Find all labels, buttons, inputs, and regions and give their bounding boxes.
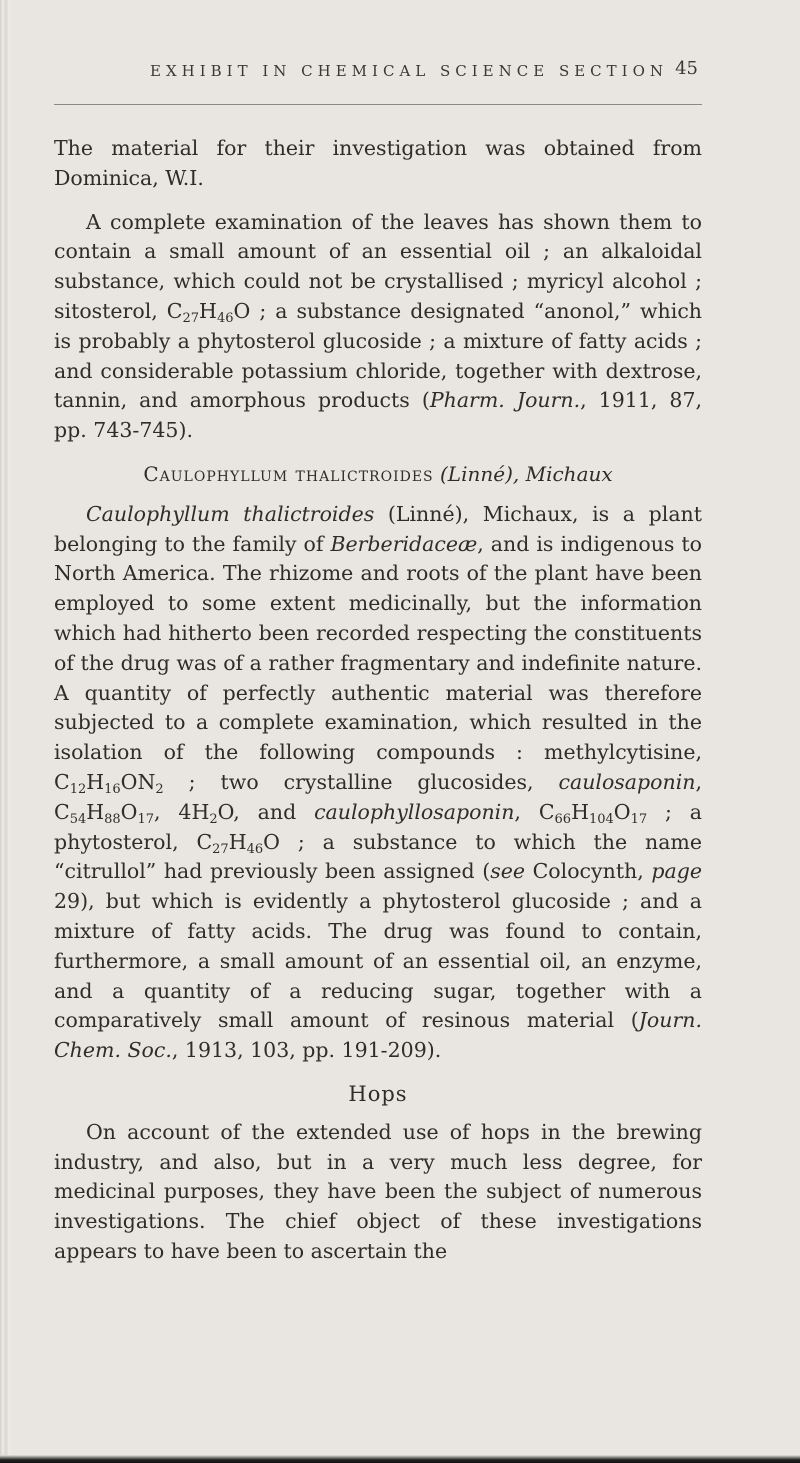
section-title-hops: Hops [348, 1081, 408, 1106]
page-body [54, 134, 702, 1281]
section-title-caulophyllum: Caulophyllum thalictroides (Linné), Michaux [143, 461, 613, 486]
paragraph-hops: On account of the extended use of hops in the brewing industry, and also, but in a very much less degree, for medicinal purposes, they have been the subject of numerous investigations. The chief object of these investigations appears to have been to ascertain the [54, 1119, 702, 1263]
page-bottom-edge [0, 1455, 800, 1463]
book-gutter [0, 0, 10, 1463]
header-rule [54, 104, 702, 105]
paragraph-caulophyllum: Caulophyllum thalictroides (Linné), Michaux, is a plant belonging to the family of Berberidaceæ, and is indigenous to North America. The rhizome and roots of the plant have been employed to some extent medicinally, but the information which had hitherto been recorded respecting the constituents of the drug was of a rather fragmentary and indefinite nature. A quantity of perfectly authentic material was therefore subjected to a complete examination, which resulted in the isolation of the following compounds : methylcytisine, $C_{12}H_{16}ON_2$ ; two crystalline glucosides, caulosaponin, $C_{54}H_{88}O_{17}$, $4H_2O$, and caulophyllosaponin, $C_{66}H_{104}O_{17}$ ; a phytosterol, $C_{27}H_{46}O$ ; a substance to which the name “citrullol” had previously been assigned (see Colocynth, page 29), but which is evidently a phytosterol glucoside ; and a mixture of fatty acids. The drug was found to contain, furthermore, a small amount of an essential oil, an enzyme, and a quantity of a reducing sugar, together with a comparatively small amount of resinous material (Journ. Chem. Soc., 1913, 103, pp. 191-209). [54, 501, 703, 1063]
paragraph-leaves-examination: A complete examination of the leaves has shown them to contain a small amount of an essential oil ; an alkaloidal substance, which could not be crystallised ; myricyl alcohol ; sitosterol, $C_{27}H_{46}O$ ; a substance designated “anonol,” which is probably a phytosterol glucoside ; a mixture of fatty acids ; and considerable potassium chloride, together with dextrose, tannin, and amorphous products (Pharm. Journ., 1911, 87, pp. 743-745). [54, 209, 703, 443]
running-head: EXHIBIT IN CHEMICAL SCIENCE SECTION [150, 62, 669, 80]
paragraph-dominica: The material for their investigation was obtained from Dominica, W.I. [54, 136, 702, 190]
page-number: 45 [675, 58, 698, 79]
